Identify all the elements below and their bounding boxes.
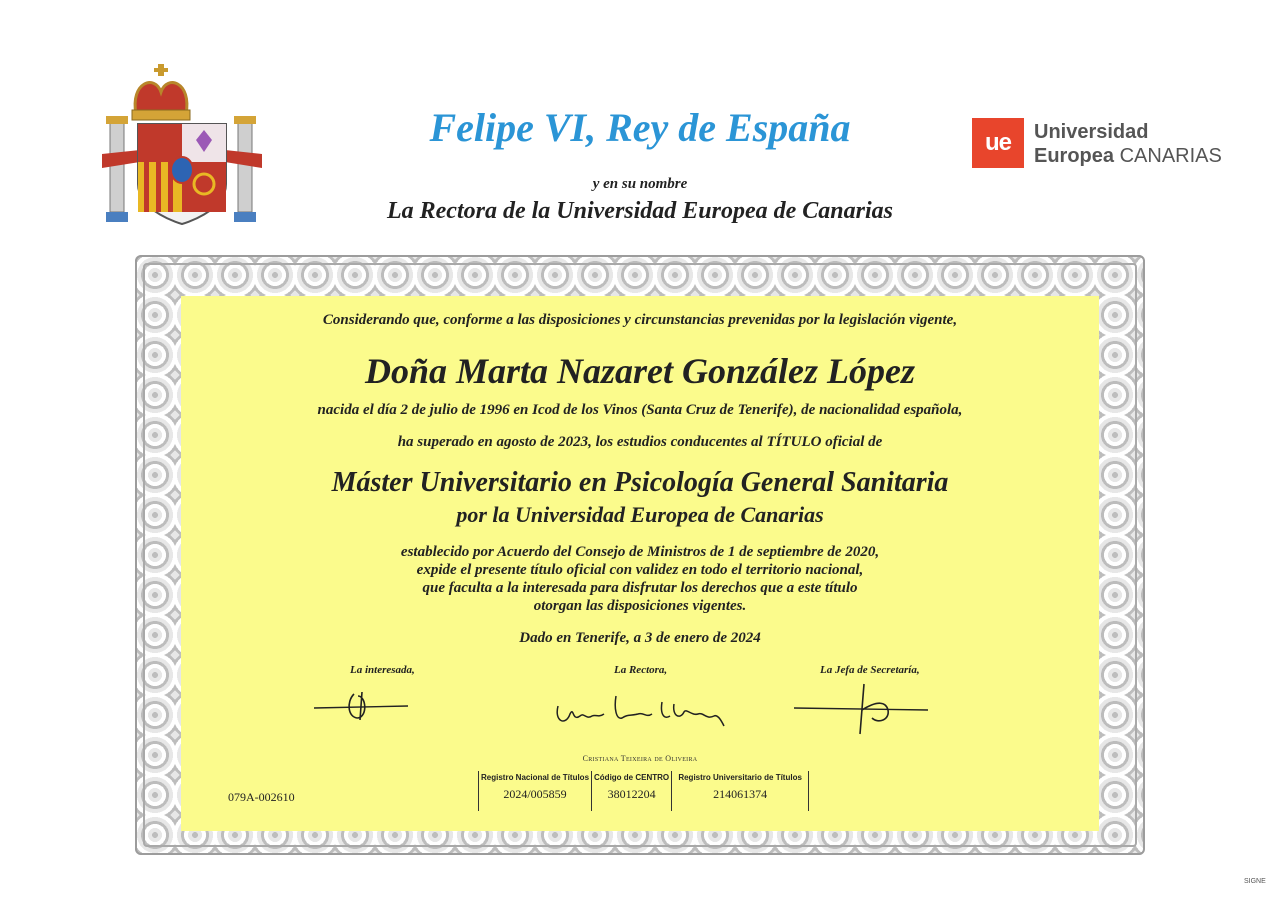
recipient-name: Doña Marta Nazaret González López xyxy=(364,351,916,391)
birth-text: nacida el día 2 de julio de 1996 en Icod de los Vinos (Santa Cruz de Tenerife), de nacionalidad española, xyxy=(317,402,963,418)
signature-label-secretary: La Jefa de Secretaría, xyxy=(820,664,920,676)
registry-header: Registro Universitario de Títulos xyxy=(672,771,809,783)
university-name-line1: Universidad xyxy=(1034,121,1149,143)
body-line: otorgan las disposiciones vigentes. xyxy=(533,598,747,614)
registry-center-value: 38012204 xyxy=(592,783,672,811)
degree-title: Máster Universitario en Psicología General Sanitaria xyxy=(331,467,949,498)
body-line: que faculta a la interesada para disfrutar los derechos que a este título xyxy=(422,580,858,596)
page-title: Felipe VI, Rey de España xyxy=(429,105,851,150)
in-name-line: y en su nombre xyxy=(592,176,688,192)
signature-interested-icon xyxy=(312,688,412,724)
coat-of-arms-icon xyxy=(100,62,265,232)
signature-label-rector: La Rectora, xyxy=(614,664,668,676)
registry-header: Registro Nacional de Títulos xyxy=(479,771,592,783)
serial-number: 079A-002610 xyxy=(228,790,295,804)
university-name-bold: Europea xyxy=(1034,145,1115,167)
university-name-line2 xyxy=(1034,145,1222,168)
considering-text: Considerando que, conforme a las disposiciones y circunstancias prevenidas por la legislación vigente, xyxy=(322,312,958,328)
rector-printed-name: Cristiana Teixeira de Oliveira xyxy=(582,754,698,763)
registry-table xyxy=(478,771,809,811)
signature-label-interested: La interesada, xyxy=(350,664,415,676)
rector-line: La Rectora de la Universidad Europea de Canarias xyxy=(386,198,893,224)
passed-text: ha superado en agosto de 2023, los estudios conducentes al TÍTULO oficial de xyxy=(397,434,883,450)
signature-rector-icon xyxy=(552,686,732,734)
signature-secretary-icon xyxy=(792,680,932,736)
registry-header: Código de CENTRO xyxy=(592,771,672,783)
body-line: establecido por Acuerdo del Consejo de Ministros de 1 de septiembre de 2020, xyxy=(400,544,880,560)
certificate-body xyxy=(181,543,1099,615)
date-place: Dado en Tenerife, a 3 de enero de 2024 xyxy=(519,630,761,646)
degree-university: por la Universidad Europea de Canarias xyxy=(456,502,824,527)
university-logo-icon: ue xyxy=(972,118,1024,168)
footer-mark: SIGNE xyxy=(1244,878,1266,885)
university-name-rest: CANARIAS xyxy=(1119,145,1222,167)
registry-university-value: 214061374 xyxy=(672,783,809,811)
body-line: expide el presente título oficial con validez en todo el territorio nacional, xyxy=(416,562,864,578)
registry-national-value: 2024/005859 xyxy=(479,783,592,811)
